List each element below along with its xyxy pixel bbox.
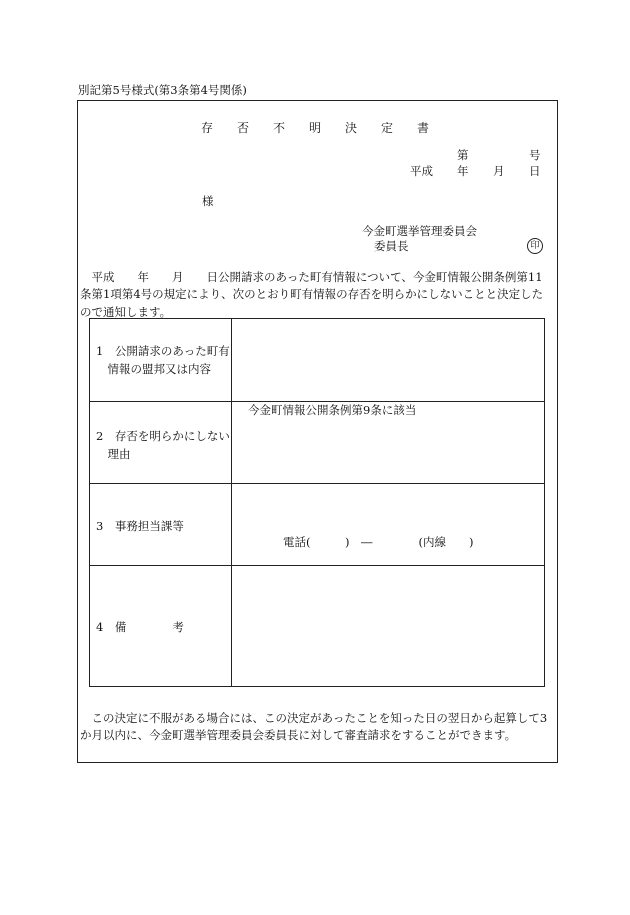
issuer-org: 今金町選挙管理委員会 [362,224,477,238]
table-row [90,319,544,401]
date-era: 平成 [410,164,433,178]
addressee: 様 [202,194,214,208]
row-label: 1 公開請求のあった町有情報の盟邦又は内容 [96,344,230,376]
table-row [90,483,544,566]
title-char: 明 [308,121,321,135]
title-char: 存 [200,121,213,135]
footer-text: この決定に不服がある場合には、この決定があったことを知った日の翌日から起算して3か月以内に、今金町選挙管理委員会委員長に対して審査請求をすることができます。 [80,711,548,743]
phone-line: 電話( ) ― (内線 ) [283,535,474,549]
seal-icon: 印 [527,238,543,254]
date-month: 月 [493,164,505,178]
title-char: 定 [381,121,394,135]
decision-table [89,318,545,687]
form-header-note: 別記第5号様式(第3条第4号関係) [78,83,247,97]
date-day: 日 [529,164,541,178]
row-label: 2 存否を明らかにしない理由 [96,429,230,461]
title-char: 否 [236,121,249,135]
date-year: 年 [457,164,469,178]
body-text: 平成 年 月 日公開請求のあった町有情報について、今金町情報公開条例第11条第1項第4号の規定により、次のとおり町有情報の存否を明らかにしないことと決定したので通知します。 [80,270,544,319]
row-label: 4 備 考 [96,620,184,634]
title-char: 書 [417,121,430,135]
row-label: 3 事務担当課等 [96,519,184,533]
title-char: 決 [345,121,358,135]
row-value: 今金町情報公開条例第9条に該当 [248,403,417,417]
title-char: 不 [272,121,285,135]
number-go: 号 [529,148,541,162]
table-row [90,401,544,484]
form-title [0,121,630,135]
table-row [90,565,544,687]
issuer-title: 委員長 [374,239,409,253]
number-dai: 第 [457,148,469,162]
